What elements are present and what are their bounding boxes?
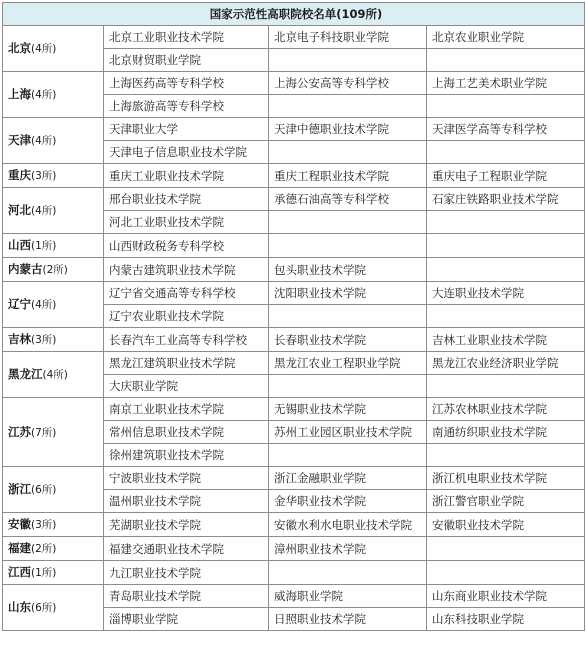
school-name: 宁波职业技术学院: [109, 471, 201, 485]
school-cell: [104, 398, 269, 421]
school-cell: [427, 421, 585, 444]
province-name: 重庆: [8, 168, 31, 182]
school-name: 威海职业学院: [274, 589, 343, 603]
school-cell: [427, 467, 585, 490]
school-name: 浙江警官职业学院: [432, 494, 524, 508]
province-count: (6所): [31, 484, 57, 496]
school-name: 徐州建筑职业技术学院: [109, 448, 224, 462]
province-count: (2所): [31, 543, 57, 555]
province-cell: [3, 258, 104, 282]
province-name: 内蒙古: [8, 262, 43, 276]
school-cell: [269, 234, 427, 258]
school-name: 上海医药高等专科学校: [109, 76, 224, 90]
school-cell: [427, 211, 585, 234]
school-name: 江苏农林职业技术学院: [432, 402, 547, 416]
province-cell: [3, 234, 104, 258]
school-cell: [427, 585, 585, 608]
school-name: 内蒙古建筑职业技术学院: [109, 262, 236, 277]
province-name: 河北: [8, 203, 31, 217]
province-cell: [3, 118, 104, 164]
province-count: (4所): [42, 369, 68, 381]
province-cell: [3, 561, 104, 585]
school-cell: [104, 305, 269, 328]
province-count: (1所): [31, 240, 57, 252]
school-cell: [269, 585, 427, 608]
school-cell: [427, 398, 585, 421]
school-cell: [104, 234, 269, 258]
school-cell: [269, 352, 427, 375]
school-name: 山西财政税务专科学校: [109, 238, 224, 253]
school-cell: [269, 282, 427, 305]
table-row: [3, 561, 585, 585]
school-cell: [269, 421, 427, 444]
school-cell: [104, 467, 269, 490]
school-cell: [104, 608, 269, 631]
school-cell: [269, 375, 427, 398]
province-name: 江苏: [8, 424, 31, 439]
table-row: [3, 258, 585, 282]
school-cell: [269, 513, 427, 537]
school-name: 安徽水利水电职业技术学院: [274, 517, 412, 532]
table-row: [3, 72, 585, 95]
school-cell: [427, 608, 585, 631]
school-cell: [269, 49, 427, 72]
school-cell: [269, 398, 427, 421]
school-name: 长春汽车工业高等专科学校: [109, 332, 247, 347]
province-cell: [3, 513, 104, 537]
school-cell: [269, 561, 427, 585]
province-name: 安徽: [8, 517, 31, 531]
school-name: 天津中德职业技术学院: [274, 122, 389, 136]
province-cell: [3, 72, 104, 118]
province-name: 江西: [8, 565, 31, 579]
province-count: (2所): [42, 264, 68, 276]
school-cell: [104, 164, 269, 188]
school-name: 重庆工程职业技术学院: [274, 168, 389, 183]
table-total-count: (109所): [336, 7, 383, 21]
school-cell: [104, 328, 269, 352]
school-name: 河北工业职业技术学院: [109, 215, 224, 229]
school-name: 吉林工业职业技术学院: [432, 332, 547, 347]
school-cell: [427, 513, 585, 537]
province-cell: [3, 328, 104, 352]
table-row: [3, 537, 585, 561]
school-name: 辽宁省交通高等专科学校: [109, 286, 236, 300]
school-cell: [269, 608, 427, 631]
school-cell: [427, 561, 585, 585]
province-cell: [3, 352, 104, 398]
school-name: 北京电子科技职业学院: [274, 30, 389, 44]
school-cell: [104, 282, 269, 305]
province-count: (3所): [31, 170, 57, 182]
school-cell: [427, 26, 585, 49]
school-name: 黑龙江建筑职业技术学院: [109, 356, 236, 370]
school-cell: [269, 305, 427, 328]
school-name: 浙江金融职业学院: [274, 471, 366, 485]
school-cell: [269, 141, 427, 164]
province-count: (4所): [31, 299, 57, 311]
school-list-table: [2, 2, 585, 631]
school-name: 北京农业职业学院: [432, 30, 524, 44]
table-row: [3, 188, 585, 211]
province-name: 天津: [8, 133, 31, 147]
school-cell: [269, 211, 427, 234]
school-name: 黑龙江农业经济职业学院: [432, 356, 559, 370]
school-name: 沈阳职业技术学院: [274, 286, 366, 300]
school-name: 承德石油高等专科学校: [274, 192, 389, 206]
school-name: 辽宁农业职业技术学院: [109, 309, 224, 323]
school-cell: [427, 328, 585, 352]
province-count: (4所): [31, 205, 57, 217]
school-cell: [104, 118, 269, 141]
school-cell: [427, 49, 585, 72]
school-cell: [104, 26, 269, 49]
province-cell: [3, 585, 104, 631]
school-cell: [269, 118, 427, 141]
school-name: 上海工艺美术职业学院: [432, 76, 547, 90]
school-cell: [104, 188, 269, 211]
school-cell: [427, 258, 585, 282]
school-cell: [104, 375, 269, 398]
table-row: [3, 164, 585, 188]
province-count: (3所): [31, 334, 57, 346]
school-cell: [427, 444, 585, 467]
school-cell: [104, 561, 269, 585]
province-cell: [3, 537, 104, 561]
table-row: [3, 585, 585, 608]
school-name: 温州职业技术学院: [109, 494, 201, 508]
school-name: 黑龙江农业工程职业学院: [274, 356, 401, 370]
school-cell: [427, 118, 585, 141]
province-count: (6所): [31, 602, 57, 614]
school-cell: [104, 141, 269, 164]
school-cell: [269, 188, 427, 211]
school-cell: [104, 211, 269, 234]
table-row: [3, 513, 585, 537]
province-count: (4所): [31, 89, 57, 101]
province-count: (4所): [31, 43, 57, 55]
province-name: 辽宁: [8, 297, 31, 311]
table-row: [3, 118, 585, 141]
province-name: 福建: [8, 541, 31, 555]
school-cell: [427, 537, 585, 561]
table-row: [3, 282, 585, 305]
school-cell: [269, 258, 427, 282]
school-name: 上海旅游高等专科学校: [109, 99, 224, 113]
province-count: (1所): [31, 567, 57, 579]
table-title: 国家示范性高职院校名单: [209, 7, 337, 21]
school-list-body: [3, 3, 585, 631]
school-name: 山东科技职业学院: [432, 612, 524, 626]
province-count: (4所): [31, 135, 57, 147]
province-name: 黑龙江: [8, 367, 43, 381]
school-name: 北京工业职业技术学院: [109, 30, 224, 44]
school-cell: [269, 95, 427, 118]
school-cell: [104, 490, 269, 513]
table-row: [3, 26, 585, 49]
table-row: [3, 467, 585, 490]
school-cell: [427, 352, 585, 375]
school-name: 漳州职业技术学院: [274, 541, 366, 556]
province-cell: [3, 467, 104, 513]
school-name: 苏州工业园区职业技术学院: [274, 425, 412, 439]
school-cell: [104, 352, 269, 375]
school-name: 南通纺织职业技术学院: [432, 425, 547, 439]
school-cell: [269, 328, 427, 352]
school-name: 天津职业大学: [109, 122, 178, 136]
table-row: [3, 398, 585, 421]
school-cell: [104, 537, 269, 561]
school-cell: [427, 72, 585, 95]
school-name: 南京工业职业技术学院: [109, 402, 224, 416]
school-cell: [104, 421, 269, 444]
school-cell: [269, 164, 427, 188]
school-cell: [427, 305, 585, 328]
title-row: [3, 3, 585, 26]
school-cell: [427, 282, 585, 305]
school-name: 重庆电子工程职业学院: [432, 168, 547, 183]
province-count: (3所): [31, 519, 57, 531]
province-name: 北京: [8, 41, 31, 55]
table-row: [3, 352, 585, 375]
school-cell: [427, 188, 585, 211]
school-cell: [269, 467, 427, 490]
school-cell: [269, 537, 427, 561]
school-cell: [427, 234, 585, 258]
school-cell: [104, 72, 269, 95]
school-name: 福建交通职业技术学院: [109, 541, 224, 556]
school-cell: [104, 258, 269, 282]
school-cell: [427, 164, 585, 188]
province-cell: [3, 164, 104, 188]
school-name: 常州信息职业技术学院: [109, 425, 224, 439]
school-cell: [104, 513, 269, 537]
school-name: 包头职业技术学院: [274, 262, 366, 277]
school-cell: [427, 95, 585, 118]
school-cell: [269, 490, 427, 513]
school-name: 淄博职业学院: [109, 612, 178, 626]
table-title-cell: [3, 3, 585, 26]
school-name: 金华职业技术学院: [274, 494, 366, 508]
school-name: 上海公安高等专科学校: [274, 76, 389, 90]
school-cell: [104, 444, 269, 467]
school-name: 九江职业技术学院: [109, 565, 201, 580]
province-name: 上海: [8, 87, 31, 101]
school-cell: [427, 490, 585, 513]
school-name: 重庆工业职业技术学院: [109, 168, 224, 183]
school-cell: [269, 72, 427, 95]
province-cell: [3, 26, 104, 72]
school-name: 浙江机电职业技术学院: [432, 471, 547, 485]
province-cell: [3, 282, 104, 328]
school-cell: [427, 375, 585, 398]
province-cell: [3, 398, 104, 467]
school-name: 北京财贸职业学院: [109, 53, 201, 67]
school-name: 长春职业技术学院: [274, 332, 366, 347]
school-cell: [104, 95, 269, 118]
school-cell: [104, 585, 269, 608]
school-name: 安徽职业技术学院: [432, 517, 524, 532]
school-name: 山东商业职业技术学院: [432, 589, 547, 603]
school-cell: [104, 49, 269, 72]
school-name: 无锡职业技术学院: [274, 402, 366, 416]
province-name: 山西: [8, 238, 31, 252]
province-count: (7所): [31, 426, 57, 439]
table-row: [3, 234, 585, 258]
school-name: 大庆职业学院: [109, 379, 178, 393]
school-cell: [269, 26, 427, 49]
school-cell: [427, 141, 585, 164]
school-name: 青岛职业技术学院: [109, 589, 201, 603]
table-row: [3, 328, 585, 352]
school-name: 天津医学高等专科学校: [432, 122, 547, 136]
school-name: 日照职业技术学院: [274, 612, 366, 626]
province-name: 吉林: [8, 332, 31, 346]
school-name: 石家庄铁路职业技术学院: [432, 192, 559, 206]
school-name: 芜湖职业技术学院: [109, 517, 201, 532]
school-name: 邢台职业技术学院: [109, 192, 201, 206]
school-cell: [269, 444, 427, 467]
province-name: 浙江: [8, 482, 31, 496]
school-name: 天津电子信息职业技术学院: [109, 145, 247, 159]
province-cell: [3, 188, 104, 234]
school-name: 大连职业技术学院: [432, 286, 524, 300]
province-name: 山东: [8, 600, 31, 614]
